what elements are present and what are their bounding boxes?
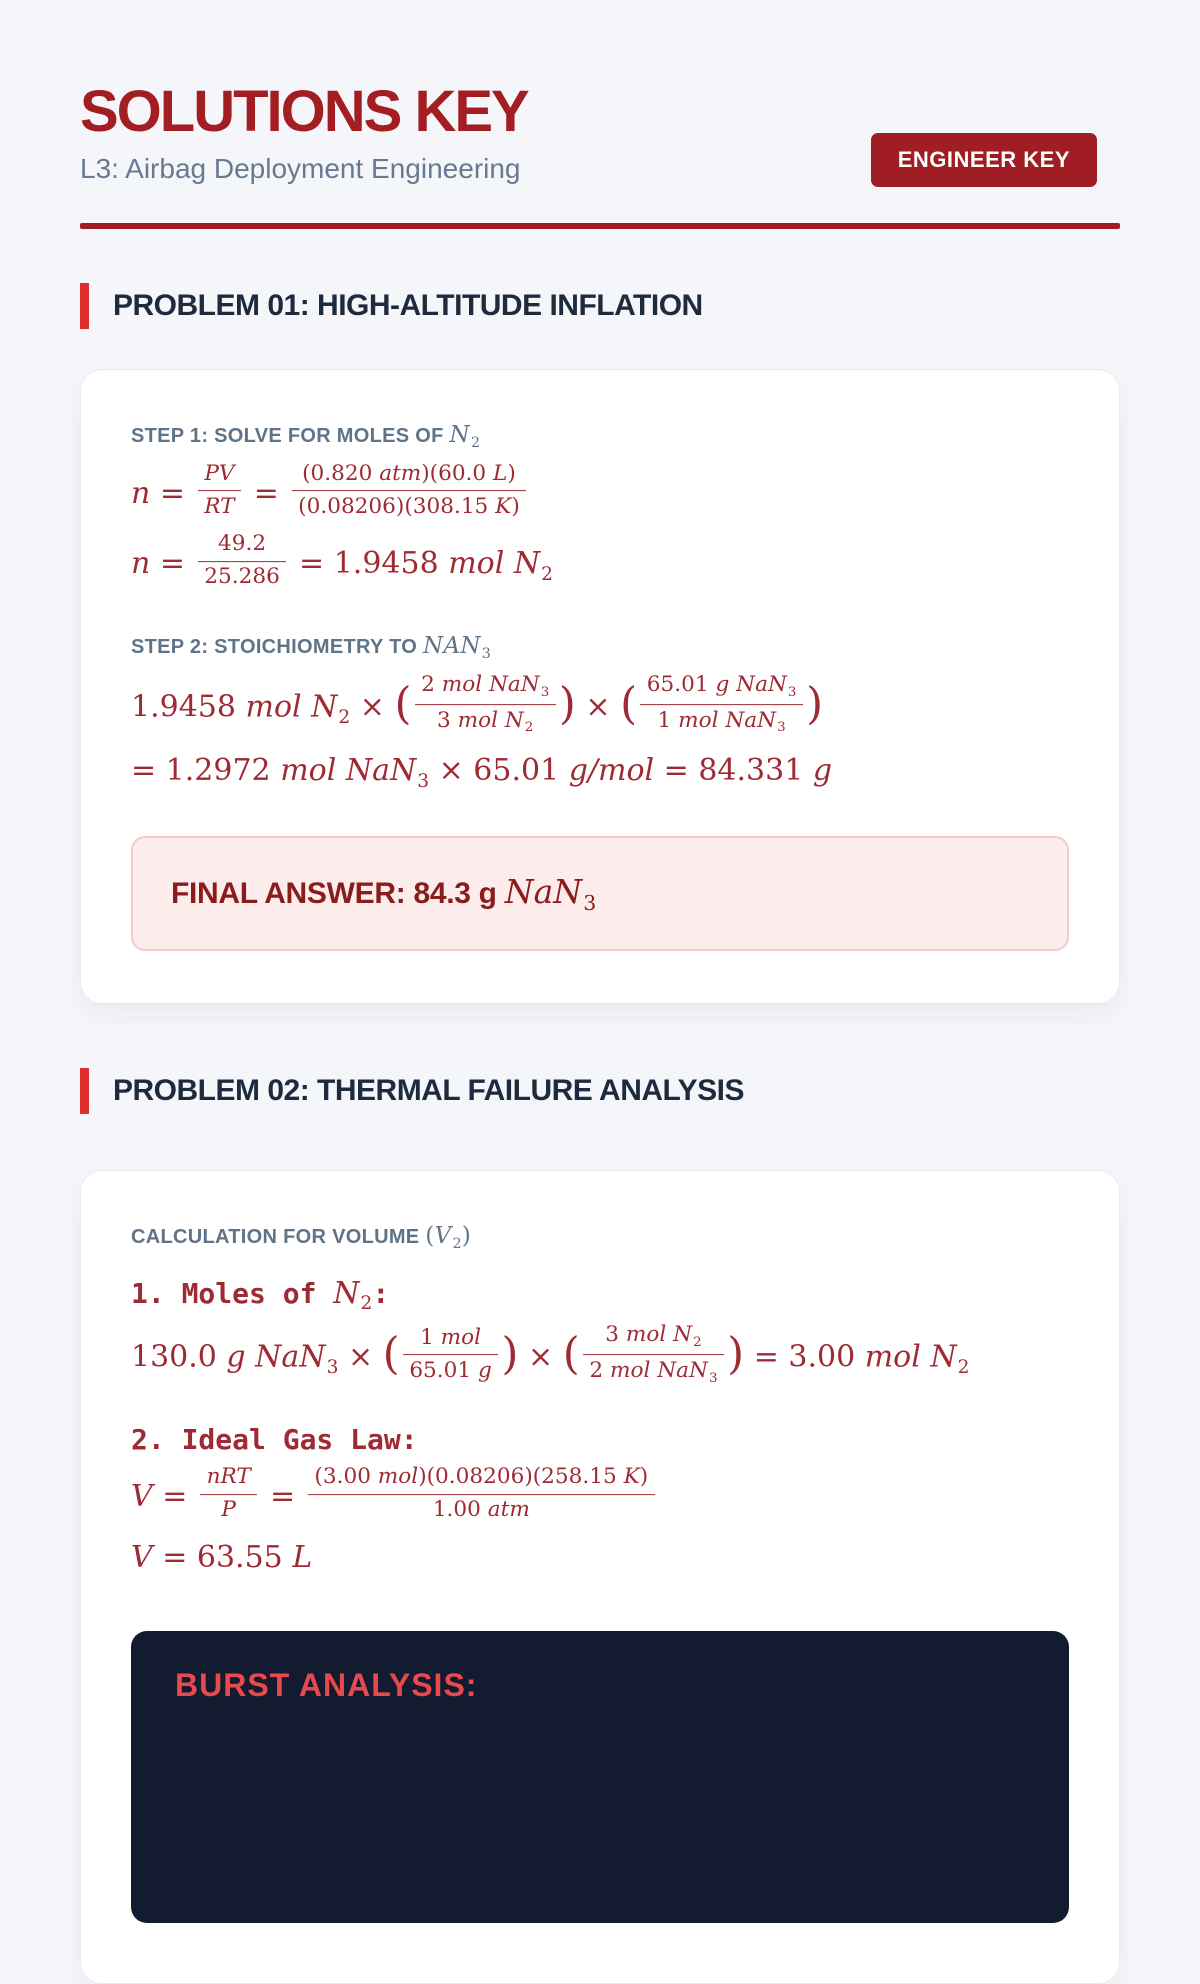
math-token: 49.2 [217, 531, 267, 557]
step-1-label-math [449, 421, 481, 451]
math-token: = [152, 1479, 197, 1515]
math-token: V [131, 1540, 153, 1576]
math-token: ( [562, 1329, 580, 1380]
math-token: ) [501, 1329, 519, 1380]
fraction-denominator [403, 1355, 498, 1385]
math-token: atm [379, 460, 422, 486]
math-token: 3 [481, 646, 492, 663]
engineer-key-badge[interactable]: ENGINEER KEY [871, 133, 1097, 187]
math-token: = 84.331 [654, 753, 813, 789]
math-token: g [812, 753, 833, 789]
math-token: 3 [777, 720, 786, 736]
math-token: mol [440, 1324, 482, 1350]
problem-01-card [80, 369, 1120, 1004]
item-1-equation [131, 1322, 1069, 1391]
fraction-numerator [198, 461, 241, 492]
item-1-heading-post: : [372, 1276, 390, 1310]
fraction [292, 461, 527, 521]
math-token: ) [511, 494, 520, 520]
header [80, 79, 1120, 185]
math-token: ( [425, 1222, 435, 1249]
math-token: 3 [583, 890, 597, 915]
item-2-heading-pre: 2. Ideal Gas Law: [131, 1423, 418, 1457]
fraction-numerator [198, 531, 287, 562]
math-token: K [495, 494, 512, 520]
math-token: RT [204, 494, 235, 520]
math-token: g NaN [715, 672, 787, 698]
math-token: = 63.55 [152, 1540, 293, 1576]
math-token: × 65.01 [429, 753, 569, 789]
math-token: 3 [326, 1357, 339, 1379]
math-token: 2 [421, 672, 442, 698]
math-token: mol N [457, 707, 524, 733]
burst-analysis-label: BURST ANALYSIS: [175, 1666, 478, 1703]
fraction-denominator [200, 1495, 257, 1525]
item-1-heading-math [333, 1275, 373, 1315]
math-token: g/mol [568, 753, 655, 789]
fraction [640, 672, 803, 737]
math-token: ) [461, 1222, 472, 1249]
math-token: ) [507, 460, 516, 486]
fraction-numerator [583, 1322, 724, 1355]
item-2-equation-1 [131, 1464, 1069, 1528]
math-token: 3 [540, 684, 550, 700]
math-token: n [131, 475, 151, 511]
math-token: 3 [437, 707, 458, 733]
step-2-label-math [423, 633, 492, 663]
problem-02-card [80, 1170, 1120, 1984]
section-accent-bar [80, 283, 89, 329]
final-answer-label: FINAL ANSWER: 84.3 g [171, 876, 505, 910]
math-token: mol N [245, 689, 338, 725]
math-token: NaN [504, 871, 583, 911]
math-token: = [150, 475, 195, 511]
math-token: = 1.2972 [131, 753, 281, 789]
math-token: 2 [338, 707, 351, 729]
math-token: ) [806, 679, 824, 730]
math-token: = [260, 1479, 305, 1515]
item-1-heading [131, 1276, 1069, 1315]
fraction-numerator [292, 461, 527, 492]
fraction [308, 1464, 655, 1524]
math-token: ( [382, 1329, 400, 1380]
math-token: × [518, 1339, 563, 1375]
math-token: mol NaN [678, 707, 777, 733]
math-token: 2 [589, 1357, 611, 1383]
math-token: 3 [787, 684, 797, 700]
math-token: 2 [360, 1293, 373, 1315]
math-token: (3.00 [314, 1464, 378, 1490]
fraction-numerator [415, 672, 556, 705]
math-token: 1 [657, 707, 679, 733]
header-divider [80, 223, 1120, 229]
math-token: mol N [448, 546, 541, 582]
math-token: mol [377, 1464, 419, 1490]
math-token: ( [394, 679, 412, 730]
math-token: 130.0 [131, 1339, 227, 1375]
item-2-heading [131, 1423, 1069, 1456]
math-token: = [150, 546, 195, 582]
math-token: = 1.9458 [289, 546, 449, 582]
page-subtitle: L3: Airbag Deployment Engineering [80, 152, 521, 184]
fraction-denominator [198, 492, 241, 522]
math-token: ( [620, 679, 638, 730]
fraction-numerator [200, 1464, 257, 1495]
problem-02-section [80, 1068, 1120, 1984]
math-token: × [575, 689, 621, 725]
math-token: n [131, 546, 151, 582]
fraction-denominator [292, 492, 527, 522]
math-token: )(60.0 [421, 460, 494, 486]
math-token: mol N [864, 1339, 957, 1375]
math-token: 65.01 [646, 672, 716, 698]
math-token: 65.01 [409, 1357, 478, 1383]
fraction [198, 461, 241, 521]
math-token: 3 [417, 770, 430, 792]
math-token: NAN [423, 633, 481, 660]
math-token: 2 [452, 1235, 462, 1252]
step-2-label [131, 633, 1069, 662]
math-token: PV [204, 460, 235, 486]
fraction-numerator [640, 672, 803, 705]
item-1-heading-pre: 1. Moles of [131, 1276, 334, 1310]
final-answer-box [131, 836, 1069, 951]
math-token: 2 [470, 434, 481, 451]
math-token: 2 [541, 563, 553, 585]
fraction [415, 672, 556, 737]
math-token: 1 [420, 1324, 441, 1350]
math-token: 1.9458 [131, 689, 246, 725]
math-token: 3 [708, 1370, 718, 1386]
fraction [403, 1325, 498, 1385]
math-token: nRT [206, 1464, 251, 1490]
math-token: N [449, 421, 470, 448]
step-2-label-text: STEP 2: STOICHIOMETRY TO [131, 636, 424, 659]
math-token: mol N [625, 1322, 693, 1348]
math-token: g [478, 1357, 492, 1383]
fraction-numerator [403, 1325, 498, 1356]
math-token: V [131, 1479, 153, 1515]
problem-02-heading-row [80, 1068, 1120, 1114]
math-token: = [244, 475, 289, 511]
step-2-equation-2 [131, 751, 1069, 794]
calculation-volume-label-math [425, 1222, 472, 1252]
math-token: K [623, 1464, 640, 1490]
math-token: 1.00 [432, 1497, 488, 1523]
calculation-volume-label [131, 1223, 1069, 1252]
math-token: N [333, 1275, 360, 1311]
fraction [583, 1322, 724, 1387]
math-token: L [493, 460, 508, 486]
fraction-denominator [583, 1355, 724, 1387]
math-token: mol NaN [280, 753, 417, 789]
section-accent-bar [80, 1068, 89, 1114]
math-token: (0.820 [302, 460, 380, 486]
math-token: g NaN [226, 1339, 326, 1375]
problem-01-section [80, 283, 1120, 1004]
math-token: atm [487, 1497, 530, 1523]
burst-analysis-panel [131, 1631, 1069, 1923]
math-token: ) [558, 679, 576, 730]
step-2-equation-1 [131, 672, 1069, 741]
fraction-denominator [415, 705, 556, 737]
math-token: 2 [693, 1335, 702, 1351]
math-token: = 3.00 [744, 1339, 865, 1375]
math-token: ) [727, 1329, 745, 1380]
math-token: mol NaN [610, 1357, 708, 1383]
math-token: (0.08206)(308.15 [298, 494, 496, 520]
problem-01-heading-row [80, 283, 1120, 329]
math-token: 25.286 [204, 564, 280, 590]
math-token: × [350, 689, 395, 725]
problem-01-heading: PROBLEM 01: HIGH-ALTITUDE INFLATION [113, 288, 703, 322]
math-token: 2 [524, 720, 534, 736]
math-token: mol NaN [441, 672, 540, 698]
math-token: V [434, 1222, 452, 1249]
step-1-label-text: STEP 1: SOLVE FOR MOLES OF [131, 424, 450, 447]
math-token: )(0.08206)(258.15 [418, 1464, 624, 1490]
final-answer-math [504, 871, 597, 915]
math-token: P [221, 1497, 236, 1523]
problem-02-heading: PROBLEM 02: THERMAL FAILURE ANALYSIS [113, 1073, 744, 1107]
fraction [198, 531, 287, 591]
item-2-equation-2 [131, 1538, 1069, 1579]
fraction-numerator [308, 1464, 655, 1495]
math-token: 2 [957, 1357, 970, 1379]
step-1-equation-2 [131, 531, 1069, 595]
calculation-volume-label-text: CALCULATION FOR VOLUME [131, 1225, 426, 1248]
fraction [200, 1464, 257, 1524]
page-title: SOLUTIONS KEY [80, 79, 528, 144]
fraction-denominator [640, 705, 803, 737]
step-1-equation-1 [131, 460, 1069, 525]
step-1-label [131, 422, 1069, 451]
math-token: × [338, 1339, 383, 1375]
fraction-denominator [308, 1495, 655, 1525]
math-token: 3 [605, 1322, 626, 1348]
math-token: ) [639, 1464, 649, 1490]
math-token: L [292, 1540, 313, 1576]
fraction-denominator [198, 562, 287, 592]
